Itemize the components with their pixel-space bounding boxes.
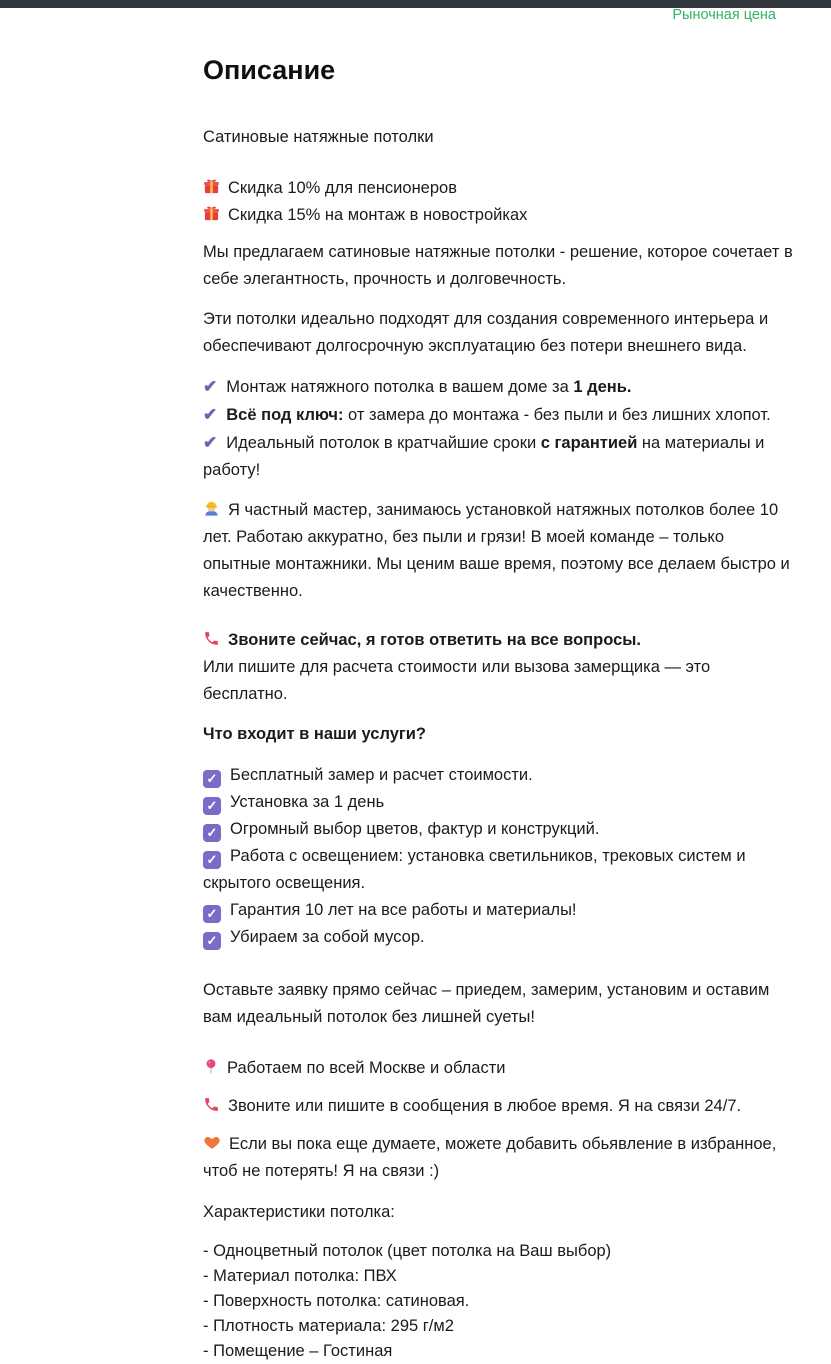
benefit-item (203, 401, 795, 429)
benefit-text-bold: Всё под ключ: (226, 406, 344, 424)
service-item (203, 789, 795, 816)
service-item (203, 897, 795, 924)
checkbox-icon (203, 932, 221, 950)
specs-list (203, 1239, 795, 1364)
benefits-list (203, 373, 795, 484)
contact-line-phone (203, 1093, 795, 1120)
contact-line-favorite (203, 1131, 795, 1185)
discount-line (203, 202, 795, 229)
service-item (203, 843, 795, 897)
gift-icon (203, 178, 220, 195)
service-text: Убираем за собой мусор. (230, 928, 425, 946)
contact-text: Звоните или пишите в сообщения в любое время. Я на связи 24/7. (228, 1097, 742, 1115)
checkbox-icon (203, 797, 221, 815)
description-section (203, 8, 795, 1364)
spec-item: - Поверхность потолка: сатиновая. (203, 1292, 470, 1310)
benefit-text: Идеальный потолок в кратчайшие сроки (226, 434, 541, 452)
service-item (203, 762, 795, 789)
services-list (203, 762, 795, 951)
phone-icon (203, 1096, 220, 1113)
orange-heart-icon (203, 1134, 221, 1151)
check-icon (203, 377, 217, 396)
about-master-paragraph (203, 497, 795, 605)
pushpin-icon (203, 1058, 219, 1075)
contact-text: Работаем по всей Москве и области (227, 1059, 506, 1077)
checkbox-icon (203, 824, 221, 842)
spec-item: - Помещение – Гостиная (203, 1342, 393, 1360)
contact-line-location (203, 1055, 795, 1082)
discount-text: Скидка 10% для пенсионеров (228, 179, 457, 197)
checkbox-icon (203, 851, 221, 869)
contact-text: Если вы пока еще думаете, можете добавить обьявление в избранное, чтоб не потерять! Я на связи :) (203, 1135, 777, 1180)
call-now-sub-line: Или пишите для расчета стоимости или вызова замерщика — это бесплатно. (203, 658, 711, 703)
checkbox-icon (203, 770, 221, 788)
services-heading: Что входит в наши услуги? (203, 725, 426, 743)
service-text: Огромный выбор цветов, фактур и конструкций. (230, 820, 600, 838)
spec-item: - Одноцветный потолок (цвет потолка на Ваш выбор) (203, 1242, 612, 1260)
call-now-line (203, 627, 795, 654)
paragraph: Мы предлагаем сатиновые натяжные потолки - решение, которое сочетает в себе элегантность, прочность и долговечность. (203, 243, 793, 288)
discounts-block (203, 175, 795, 229)
benefit-text-bold: 1 день. (573, 378, 632, 396)
benefit-text: на материалы и работу! (203, 434, 765, 479)
service-text: Установка за 1 день (230, 793, 385, 811)
benefit-text: от замера до монтажа - без пыли и без лишних хлопот. (343, 406, 771, 424)
benefit-text-bold: с гарантией (540, 434, 638, 452)
service-text: Бесплатный замер и расчет стоимости. (230, 766, 533, 784)
market-price-link[interactable]: Рыночная цена (672, 7, 776, 23)
service-text: Работа с освещением: установка светильников, трековых систем и скрытого освещения. (203, 847, 746, 892)
checkbox-icon (203, 905, 221, 923)
benefit-item (203, 373, 795, 401)
paragraph: Эти потолки идеально подходят для создания современного интерьера и обеспечивают долгосрочную эксплуатацию без потери внешнего вида. (203, 310, 769, 355)
service-item (203, 816, 795, 843)
specs-heading: Характеристики потолка: (203, 1203, 395, 1221)
construction-worker-icon (203, 500, 220, 517)
check-icon (203, 405, 217, 424)
spec-item: - Плотность материала: 295 г/м2 (203, 1317, 454, 1335)
phone-icon (203, 630, 220, 647)
service-text: Гарантия 10 лет на все работы и материалы! (230, 901, 577, 919)
gift-icon (203, 205, 220, 222)
call-now-block (203, 627, 795, 708)
check-icon (203, 433, 217, 452)
discount-text: Скидка 15% на монтаж в новостройках (228, 206, 528, 224)
about-master-text: Я частный мастер, занимаюсь установкой натяжных потолков более 10 лет. Работаю аккуратно, без пыли и грязи! В моей команде – только опытные монтажники. Мы ценим ваше время, поэтому все делаем быстро и качественно. (203, 501, 790, 600)
call-now-bold-text: Звоните сейчас, я готов ответить на все вопросы. (228, 631, 641, 649)
discount-line (203, 175, 795, 202)
page-title: Описание (203, 55, 336, 85)
intro-line: Сатиновые натяжные потолки (203, 128, 434, 146)
spec-item: - Материал потолка: ПВХ (203, 1267, 397, 1285)
cta-paragraph: Оставьте заявку прямо сейчас – приедем, замерим, установим и оставим вам идеальный потолок без лишней суеты! (203, 981, 770, 1026)
benefit-item (203, 429, 795, 484)
benefit-text: Монтаж натяжного потолка в вашем доме за (226, 378, 574, 396)
service-item (203, 924, 795, 951)
